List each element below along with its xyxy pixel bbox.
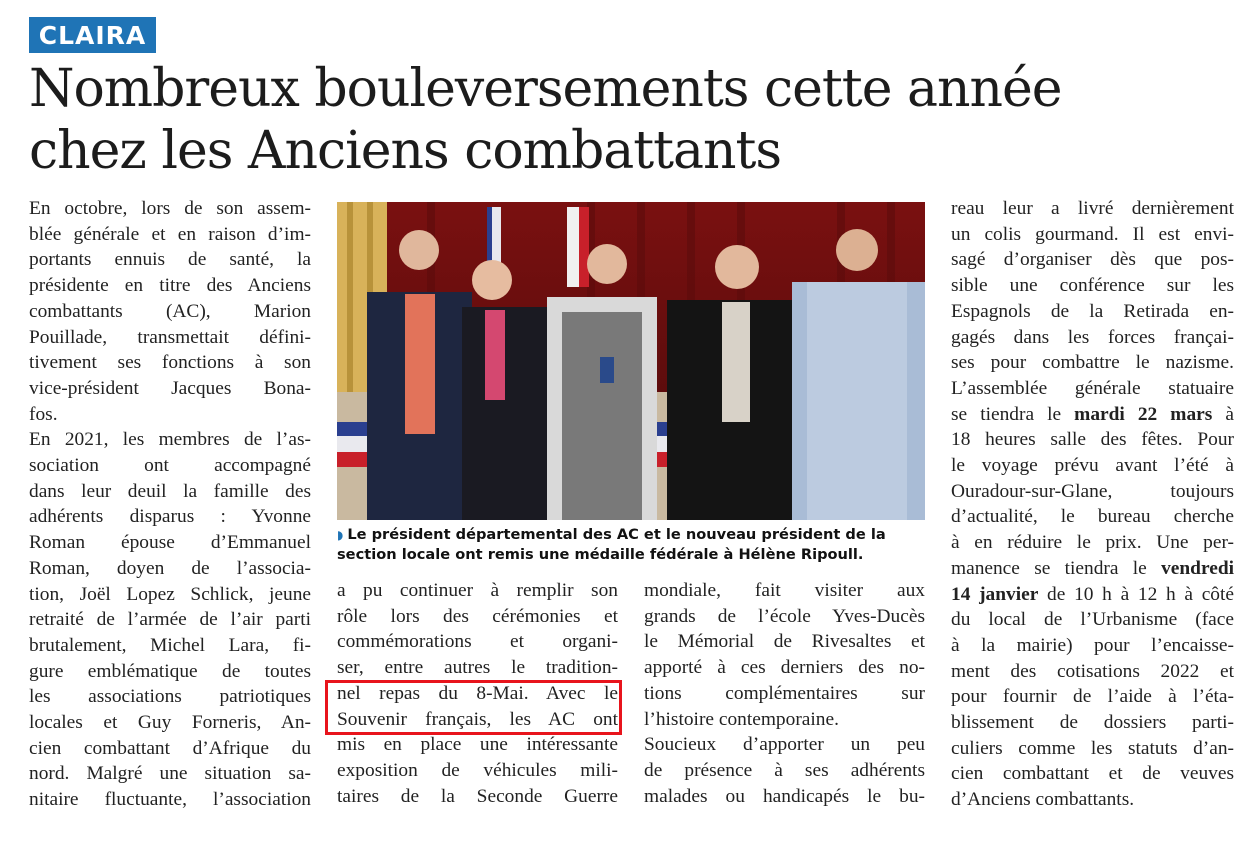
text-line: ser, entre autres le tradition- <box>337 657 618 679</box>
text-line: Espagnols de la Retirada en- <box>951 300 1234 322</box>
article-column-3 <box>644 578 925 809</box>
text-line: ses pour combattre le nazisme. <box>951 352 1234 374</box>
text-line: le Mémorial de Rivesaltes et <box>644 631 925 653</box>
highlight-box <box>325 680 622 735</box>
text-run: de 10 h à 12 h à côté <box>1038 583 1234 605</box>
text-line: d’actualité, le bureau cherche <box>951 506 1234 528</box>
text-line: portants ennuis de santé, la <box>29 249 311 271</box>
date-emphasis: 14 janvier <box>951 583 1039 605</box>
text-line: Pouillade, transmettait défini- <box>29 326 311 348</box>
text-line: rôle lors des cérémonies et <box>337 605 618 627</box>
text-line: Soucieux d’apporter un peu <box>644 734 925 756</box>
caption-text: Le président départemental des AC et le nouveau président de la <box>347 526 886 543</box>
group-photo-illustration <box>337 202 925 520</box>
text-line: pour fournir de l’aide à l’éta- <box>951 686 1234 708</box>
text-line: de présence à ses adhérents <box>644 759 925 781</box>
text-line: blissement de dossiers parti- <box>951 712 1234 734</box>
text-line: Ouradour-sur-Glane, toujours <box>951 480 1234 502</box>
text-line <box>951 556 1234 582</box>
text-line: L’assemblée générale statuaire <box>951 377 1234 399</box>
text-line: taires de la Seconde Guerre <box>337 785 618 807</box>
text-line: reau leur a livré dernièrement <box>951 198 1234 219</box>
text-line: l’histoire contemporaine. <box>644 708 839 730</box>
text-line: commémorations et organi- <box>337 631 618 653</box>
text-line: vice-président Jacques Bona- <box>29 377 311 399</box>
text-line: sible une conférence sur les <box>951 275 1234 297</box>
text-line: les associations patriotiques <box>29 686 311 708</box>
text-line: retraité de l’armée de l’air parti <box>29 609 311 631</box>
text-line: a pu continuer à remplir son <box>337 580 618 601</box>
text-line: locales et Guy Forneris, An- <box>29 712 311 734</box>
text-line <box>951 582 1234 608</box>
text-line: nel repas du 8-Mai. Avec le <box>337 682 618 704</box>
text-line: Roman, doyen de l’associa- <box>29 557 311 579</box>
text-line: apporté à ces derniers des no- <box>644 657 925 679</box>
caption-line: section locale ont remis une médaille fédérale à Hélène Ripoull. <box>337 546 864 563</box>
text-line: En octobre, lors de son assem- <box>29 198 311 219</box>
text-line: nord. Malgré une situation sa- <box>29 763 311 785</box>
text-line: tivement ses fonctions à son <box>29 352 311 374</box>
text-line: à la mairie) pour l’encaisse- <box>951 634 1234 656</box>
headline-line: Nombreux bouleversements cette année <box>29 59 1062 119</box>
text-line: gagés dans les forces françai- <box>951 326 1234 348</box>
text-run: manence se tiendra le <box>951 557 1162 579</box>
text-line: En 2021, les membres de l’as- <box>29 429 311 451</box>
text-line: cien combattant d’Afrique du <box>29 737 311 759</box>
text-line: 18 heures salle des fêtes. Pour <box>951 429 1234 451</box>
text-line: sociation ont accompagné <box>29 455 311 477</box>
text-line: nitaire fluctuante, l’association <box>29 789 311 811</box>
text-line: malades ou handicapés le bu- <box>644 785 925 807</box>
text-line: exposition de véhicules mili- <box>337 759 618 781</box>
text-line: adhérents disparus : Yvonne <box>29 506 311 528</box>
headline <box>29 58 1239 182</box>
text-line: tions complémentaires sur <box>644 682 925 704</box>
text-line: Souvenir français, les AC ont <box>337 708 618 730</box>
text-line: mis en place une intéressante <box>337 734 618 756</box>
text-line: à en réduire le prix. Une per- <box>951 532 1234 554</box>
text-line: mondiale, fait visiter aux <box>644 580 925 601</box>
text-line <box>951 402 1234 428</box>
text-line: culiers comme les statuts d’an- <box>951 737 1234 759</box>
text-line: grands de l’école Yves-Ducès <box>644 605 925 627</box>
date-emphasis: vendredi <box>1161 557 1234 579</box>
text-line: le voyage prévu avant l’été à <box>951 455 1234 477</box>
text-line: sagé d’organiser dès que pos- <box>951 249 1234 271</box>
article-photo <box>337 202 925 520</box>
text-line: dans leur deuil la famille des <box>29 480 311 502</box>
date-emphasis: mardi 22 mars <box>1074 403 1213 425</box>
text-line: présidente en titre des Anciens <box>29 275 311 297</box>
text-line: combattants (AC), Marion <box>29 300 311 322</box>
article-column-4 <box>951 196 1234 813</box>
text-line: brutalement, Michel Lara, fi- <box>29 634 311 656</box>
text-line: blée générale et en raison d’im- <box>29 223 311 245</box>
text-line: d’Anciens combattants. <box>951 789 1135 811</box>
text-run: à <box>1212 403 1234 425</box>
caption-line <box>337 525 927 545</box>
headline-line: chez les Anciens combattants <box>29 121 782 181</box>
section-label: CLAIRA <box>29 17 156 53</box>
text-run: se tiendra le <box>951 403 1075 425</box>
text-line: Roman épouse d’Emmanuel <box>29 532 311 554</box>
text-line: tion, Joël Lopez Schlick, jeune <box>29 583 311 605</box>
text-line: ment des cotisations 2022 et <box>951 660 1234 682</box>
text-line: cien combattant et de veuves <box>951 763 1234 785</box>
text-line: un colis gourmand. Il est envi- <box>951 223 1234 245</box>
text-line: gure emblématique de toutes <box>29 660 311 682</box>
article-column-1 <box>29 196 311 813</box>
text-line: fos. <box>29 403 58 425</box>
text-line: du local de l’Urbanisme (face <box>951 609 1234 631</box>
photo-caption <box>337 525 927 565</box>
caption-marker-icon: ◗ <box>337 528 344 542</box>
